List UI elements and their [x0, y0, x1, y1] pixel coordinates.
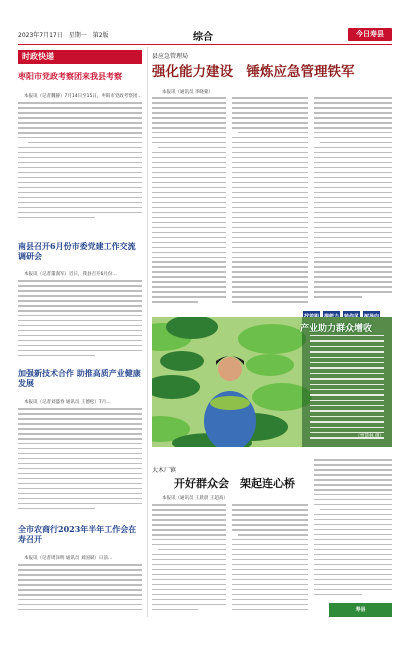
article-byline-1: 本报讯（记者魏静）7月14日至15日，枣阳市党政考察团…: [24, 94, 142, 99]
photo-title: 产业助力群众增收: [300, 324, 373, 334]
footer-advert: 寿县: [329, 603, 392, 617]
article-body-4: [18, 564, 142, 616]
column-divider: [147, 47, 148, 617]
leaf-cluster: [246, 354, 294, 376]
article-byline-3: 本报讯（记者刘盛春 通讯员 王德松）7月…: [24, 400, 111, 405]
header-rule: [18, 44, 392, 45]
page-header: [18, 28, 392, 42]
article-body-1: [18, 102, 142, 222]
feature-photo: [152, 317, 392, 447]
issue-date: 2023年7月17日 星期一 第2版: [18, 32, 109, 39]
harvest-produce: [210, 396, 250, 410]
main-body-col-2: [232, 97, 308, 309]
main-body-col-1: [152, 97, 226, 309]
article-byline-2: 本报讯（记者董润军）近日，我县召开6月份…: [24, 272, 117, 277]
main-headline: 强化能力建设 锤炼应急管理铁军: [152, 64, 355, 80]
right-column: [152, 47, 392, 617]
second-body-col-3: [314, 459, 392, 601]
newspaper-logo: 今日寿县: [348, 28, 392, 41]
article-headline-3: 加强新技术合作 助推高质产业健康发展: [18, 368, 141, 388]
left-column: [18, 47, 142, 617]
second-body-col-2: [232, 504, 308, 616]
second-body-col-1: [152, 504, 226, 616]
second-kicker: 大木厂镇: [152, 467, 177, 474]
photo-caption: [310, 335, 384, 443]
main-byline: 本报讯（通讯员 李晓蒙）: [162, 90, 213, 95]
article-headline-2: 南县召开6月份市委党建工作交流调研会: [18, 241, 136, 261]
second-headline: 开好群众会 架起连心桥: [174, 477, 295, 490]
section-title: 综合: [193, 32, 213, 43]
second-byline: 本报讯（通讯员 王晨晨 王超高）: [162, 496, 228, 501]
article-headline-4: 全市农商行2023年半年工作会在寿召开: [18, 524, 137, 544]
leaf-cluster: [160, 351, 204, 371]
main-body-col-3: [314, 97, 392, 309]
person-face: [218, 357, 242, 381]
main-kicker: 县应急管理局: [152, 53, 189, 60]
leaf-cluster: [238, 324, 306, 354]
article-byline-4: 本报讯（记者周泽明 通讯员 刘国斌）日前…: [24, 556, 113, 561]
section-banner: 时政快递: [18, 50, 142, 64]
photo-credit: （贾慧林 摄）: [355, 434, 384, 439]
article-body-3: [18, 408, 142, 518]
article-headline-1: 枣阳市党政考察团来我县考察: [18, 71, 122, 81]
article-body-2: [18, 280, 142, 364]
